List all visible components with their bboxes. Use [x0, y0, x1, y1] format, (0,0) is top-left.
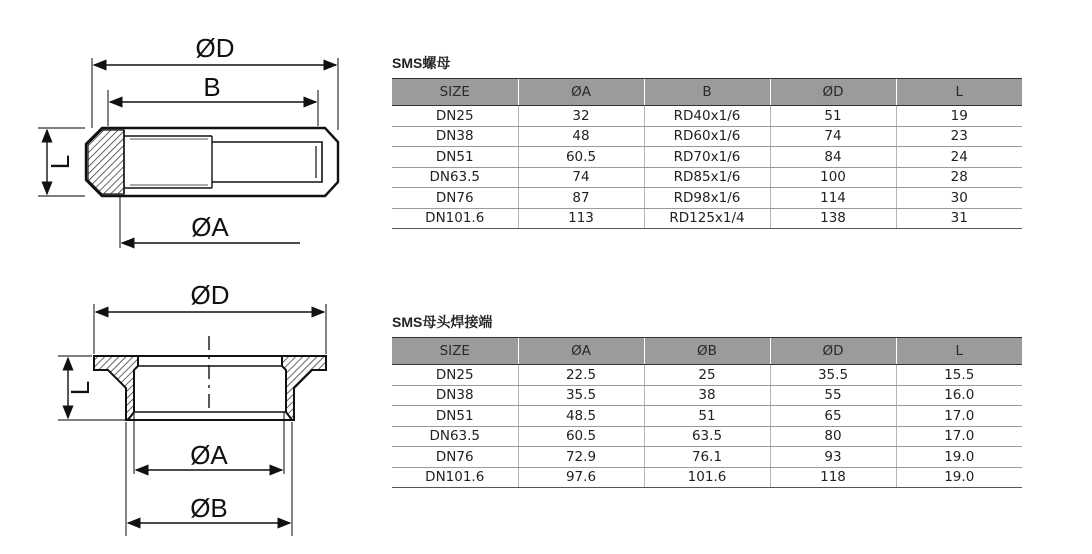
cell-b: 38 [644, 385, 770, 406]
cell-l: 30 [896, 188, 1022, 209]
cell-a: 60.5 [518, 147, 644, 168]
cell-b: RD70x1/6 [644, 147, 770, 168]
table-row [392, 188, 1022, 209]
cell-size: DN51 [392, 147, 518, 168]
cell-l: 28 [896, 167, 1022, 188]
cell-d: 118 [770, 467, 896, 488]
cell-d: 51 [770, 106, 896, 127]
column-header-a: ØA [518, 338, 644, 365]
ferrule-label-L: L [64, 380, 95, 396]
column-header-size: SIZE [392, 338, 518, 365]
table-row [392, 167, 1022, 188]
cell-size: DN63.5 [392, 167, 518, 188]
cell-size: DN25 [392, 106, 518, 127]
cell-d: 114 [770, 188, 896, 209]
sms-nut-table [392, 78, 1022, 229]
cell-b: RD85x1/6 [644, 167, 770, 188]
cell-a: 72.9 [518, 447, 644, 468]
table-row [392, 126, 1022, 147]
ferrule-label-A: ØA [190, 440, 228, 470]
cell-l: 23 [896, 126, 1022, 147]
cell-l: 31 [896, 208, 1022, 229]
cell-d: 55 [770, 385, 896, 406]
column-header-a: ØA [518, 79, 644, 106]
column-header-b: B [644, 79, 770, 106]
cell-size: DN63.5 [392, 426, 518, 447]
nut-label-A: ØA [191, 212, 229, 242]
column-header-l: L [896, 79, 1022, 106]
table-row [392, 365, 1022, 386]
table-row [392, 385, 1022, 406]
cell-size: DN101.6 [392, 467, 518, 488]
cell-d: 138 [770, 208, 896, 229]
cell-b: 63.5 [644, 426, 770, 447]
cell-a: 87 [518, 188, 644, 209]
cell-a: 35.5 [518, 385, 644, 406]
cell-l: 15.5 [896, 365, 1022, 386]
cell-d: 84 [770, 147, 896, 168]
cell-b: 76.1 [644, 447, 770, 468]
cell-size: DN51 [392, 406, 518, 427]
sms-nut-section [392, 54, 1022, 229]
table-row [392, 208, 1022, 229]
cell-d: 100 [770, 167, 896, 188]
cell-a: 48 [518, 126, 644, 147]
sms-ferrule-title: SMS母头焊接端 [392, 314, 493, 330]
cell-l: 19.0 [896, 447, 1022, 468]
cell-l: 24 [896, 147, 1022, 168]
nut-label-B: B [203, 72, 221, 102]
cell-a: 60.5 [518, 426, 644, 447]
table-row [392, 106, 1022, 127]
cell-b: 51 [644, 406, 770, 427]
cell-d: 65 [770, 406, 896, 427]
cell-d: 35.5 [770, 365, 896, 386]
sms-ferrule-drawing [0, 270, 380, 554]
nut-label-L: L [44, 154, 75, 170]
sms-ferrule-section [392, 313, 1022, 488]
column-header-l: L [896, 338, 1022, 365]
table-row [392, 147, 1022, 168]
sms-nut-drawing [0, 0, 380, 270]
cell-d: 74 [770, 126, 896, 147]
cell-l: 17.0 [896, 406, 1022, 427]
sms-nut-svg [0, 0, 380, 270]
column-header-b: ØB [644, 338, 770, 365]
sms-nut-title: SMS螺母 [392, 55, 451, 71]
cell-a: 97.6 [518, 467, 644, 488]
cell-a: 113 [518, 208, 644, 229]
column-header-size: SIZE [392, 79, 518, 106]
table-row [392, 426, 1022, 447]
cell-a: 48.5 [518, 406, 644, 427]
column-header-d: ØD [770, 79, 896, 106]
cell-l: 19 [896, 106, 1022, 127]
sms-ferrule-table [392, 337, 1022, 488]
cell-size: DN38 [392, 126, 518, 147]
column-header-d: ØD [770, 338, 896, 365]
table-row [392, 406, 1022, 427]
nut-label-D: ØD [195, 33, 235, 63]
table-header-row [392, 79, 1022, 106]
cell-b: RD60x1/6 [644, 126, 770, 147]
cell-size: DN38 [392, 385, 518, 406]
cell-d: 80 [770, 426, 896, 447]
cell-b: RD98x1/6 [644, 188, 770, 209]
cell-l: 19.0 [896, 467, 1022, 488]
cell-a: 32 [518, 106, 644, 127]
cell-a: 74 [518, 167, 644, 188]
cell-b: RD40x1/6 [644, 106, 770, 127]
ferrule-label-B: ØB [190, 493, 228, 523]
cell-d: 93 [770, 447, 896, 468]
cell-l: 17.0 [896, 426, 1022, 447]
cell-b: 25 [644, 365, 770, 386]
cell-a: 22.5 [518, 365, 644, 386]
cell-size: DN25 [392, 365, 518, 386]
cell-size: DN76 [392, 447, 518, 468]
cell-b: RD125x1/4 [644, 208, 770, 229]
sms-ferrule-svg [0, 270, 380, 554]
table-row [392, 447, 1022, 468]
ferrule-label-D: ØD [190, 280, 230, 310]
cell-b: 101.6 [644, 467, 770, 488]
cell-size: DN101.6 [392, 208, 518, 229]
cell-size: DN76 [392, 188, 518, 209]
table-row [392, 467, 1022, 488]
table-header-row [392, 338, 1022, 365]
cell-l: 16.0 [896, 385, 1022, 406]
